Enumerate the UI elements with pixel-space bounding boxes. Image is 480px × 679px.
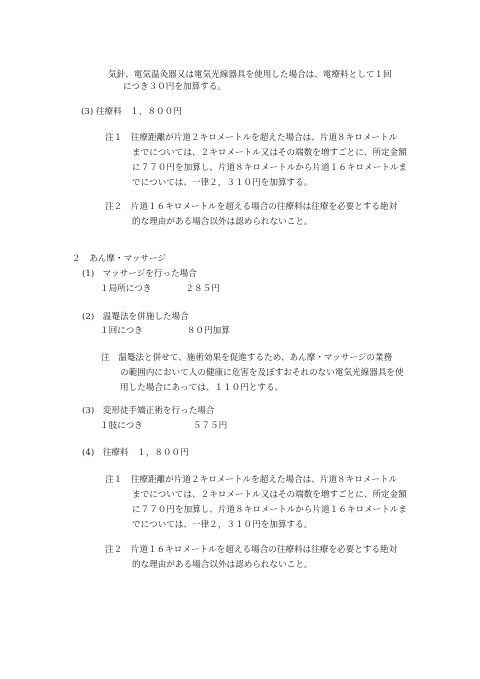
travel-note2-line-1: 注２ 片道１６キロメートルを超える場合の往療料は往療を必要とする絶対 bbox=[105, 202, 398, 212]
intro-line-1: 気針、電気温灸器又は電気光線器具を使用した場合は、電療料として１回 bbox=[108, 70, 392, 80]
travel-fee-heading-4: (4) 往療料 １，８００円 bbox=[82, 448, 189, 458]
massage-item-2-heading: (2) 温罨法を併施した場合 bbox=[82, 312, 189, 322]
massage-item-1-amount: ２８５円 bbox=[185, 284, 220, 294]
massage-note-line-2: の範囲内において人の健康に危害を及ぼすおそれのない電気光線器具を使 bbox=[120, 368, 404, 378]
travel-fee-heading-3: (3) 往療料 １，８００円 bbox=[81, 107, 182, 117]
massage-note-line-1: 注 温罨法と併せて、施術効果を促進するため、あん摩・マッサージの業務 bbox=[101, 353, 393, 363]
massage-item-1-heading: (1) マッサージを行った場合 bbox=[82, 269, 197, 279]
travel-note1-line-1: 注１ 往療距離が片道２キロメートルを超えた場合は、片道８キロメートル bbox=[105, 133, 398, 143]
travel-note1-line-3: に７７０円を加算し、片道８キロメートルから片道１６キロメートルま bbox=[132, 163, 408, 173]
travel2-note1-line-3: に７７０円を加算し、片道８キロメートルから片道１６キロメートルま bbox=[132, 505, 408, 515]
massage-item-1-rate bbox=[100, 283, 220, 297]
travel2-note2-line-2: 的な理由がある場合以外は認められないこと。 bbox=[132, 560, 313, 570]
travel-note2-line-2: 的な理由がある場合以外は認められないこと。 bbox=[132, 217, 313, 227]
travel-note1-line-4: でについては、一律２，３１０円を加算する。 bbox=[132, 178, 313, 188]
travel2-note1-line-4: でについては、一律２，３１０円を加算する。 bbox=[132, 520, 313, 530]
travel2-note1-line-1: 注１ 往療距離が片道２キロメートルを超えた場合は、片道８キロメートル bbox=[105, 475, 398, 485]
massage-item-1-unit: １局所につき bbox=[100, 284, 152, 294]
travel2-note1-line-2: までについては、２キロメートル又はその端数を増すごとに、所定金額 bbox=[132, 490, 407, 500]
massage-note-line-3: 用した場合にあっては、１１０円とする。 bbox=[120, 383, 284, 393]
travel-note1-line-2: までについては、２キロメートル又はその端数を増すごとに、所定金額 bbox=[132, 148, 407, 158]
section-heading-massage: ２ あん摩・マッサージ bbox=[72, 254, 167, 264]
massage-item-3-amount: ５７５円 bbox=[192, 421, 228, 431]
travel2-note2-line-1: 注２ 片道１６キロメートルを超える場合の往療料は往療を必要とする絶対 bbox=[105, 545, 398, 555]
intro-line-2: につき３０円を加算する。 bbox=[123, 82, 226, 92]
massage-item-2-amount: ８０円加算 bbox=[186, 326, 230, 336]
massage-item-2-unit: １回につき bbox=[100, 326, 143, 336]
massage-item-3-heading: (3) 変形徒手矯正術を行った場合 bbox=[82, 406, 215, 416]
massage-item-2-rate bbox=[100, 325, 230, 339]
massage-item-3-rate bbox=[100, 420, 227, 434]
massage-item-3-unit: １肢につき bbox=[100, 421, 143, 431]
